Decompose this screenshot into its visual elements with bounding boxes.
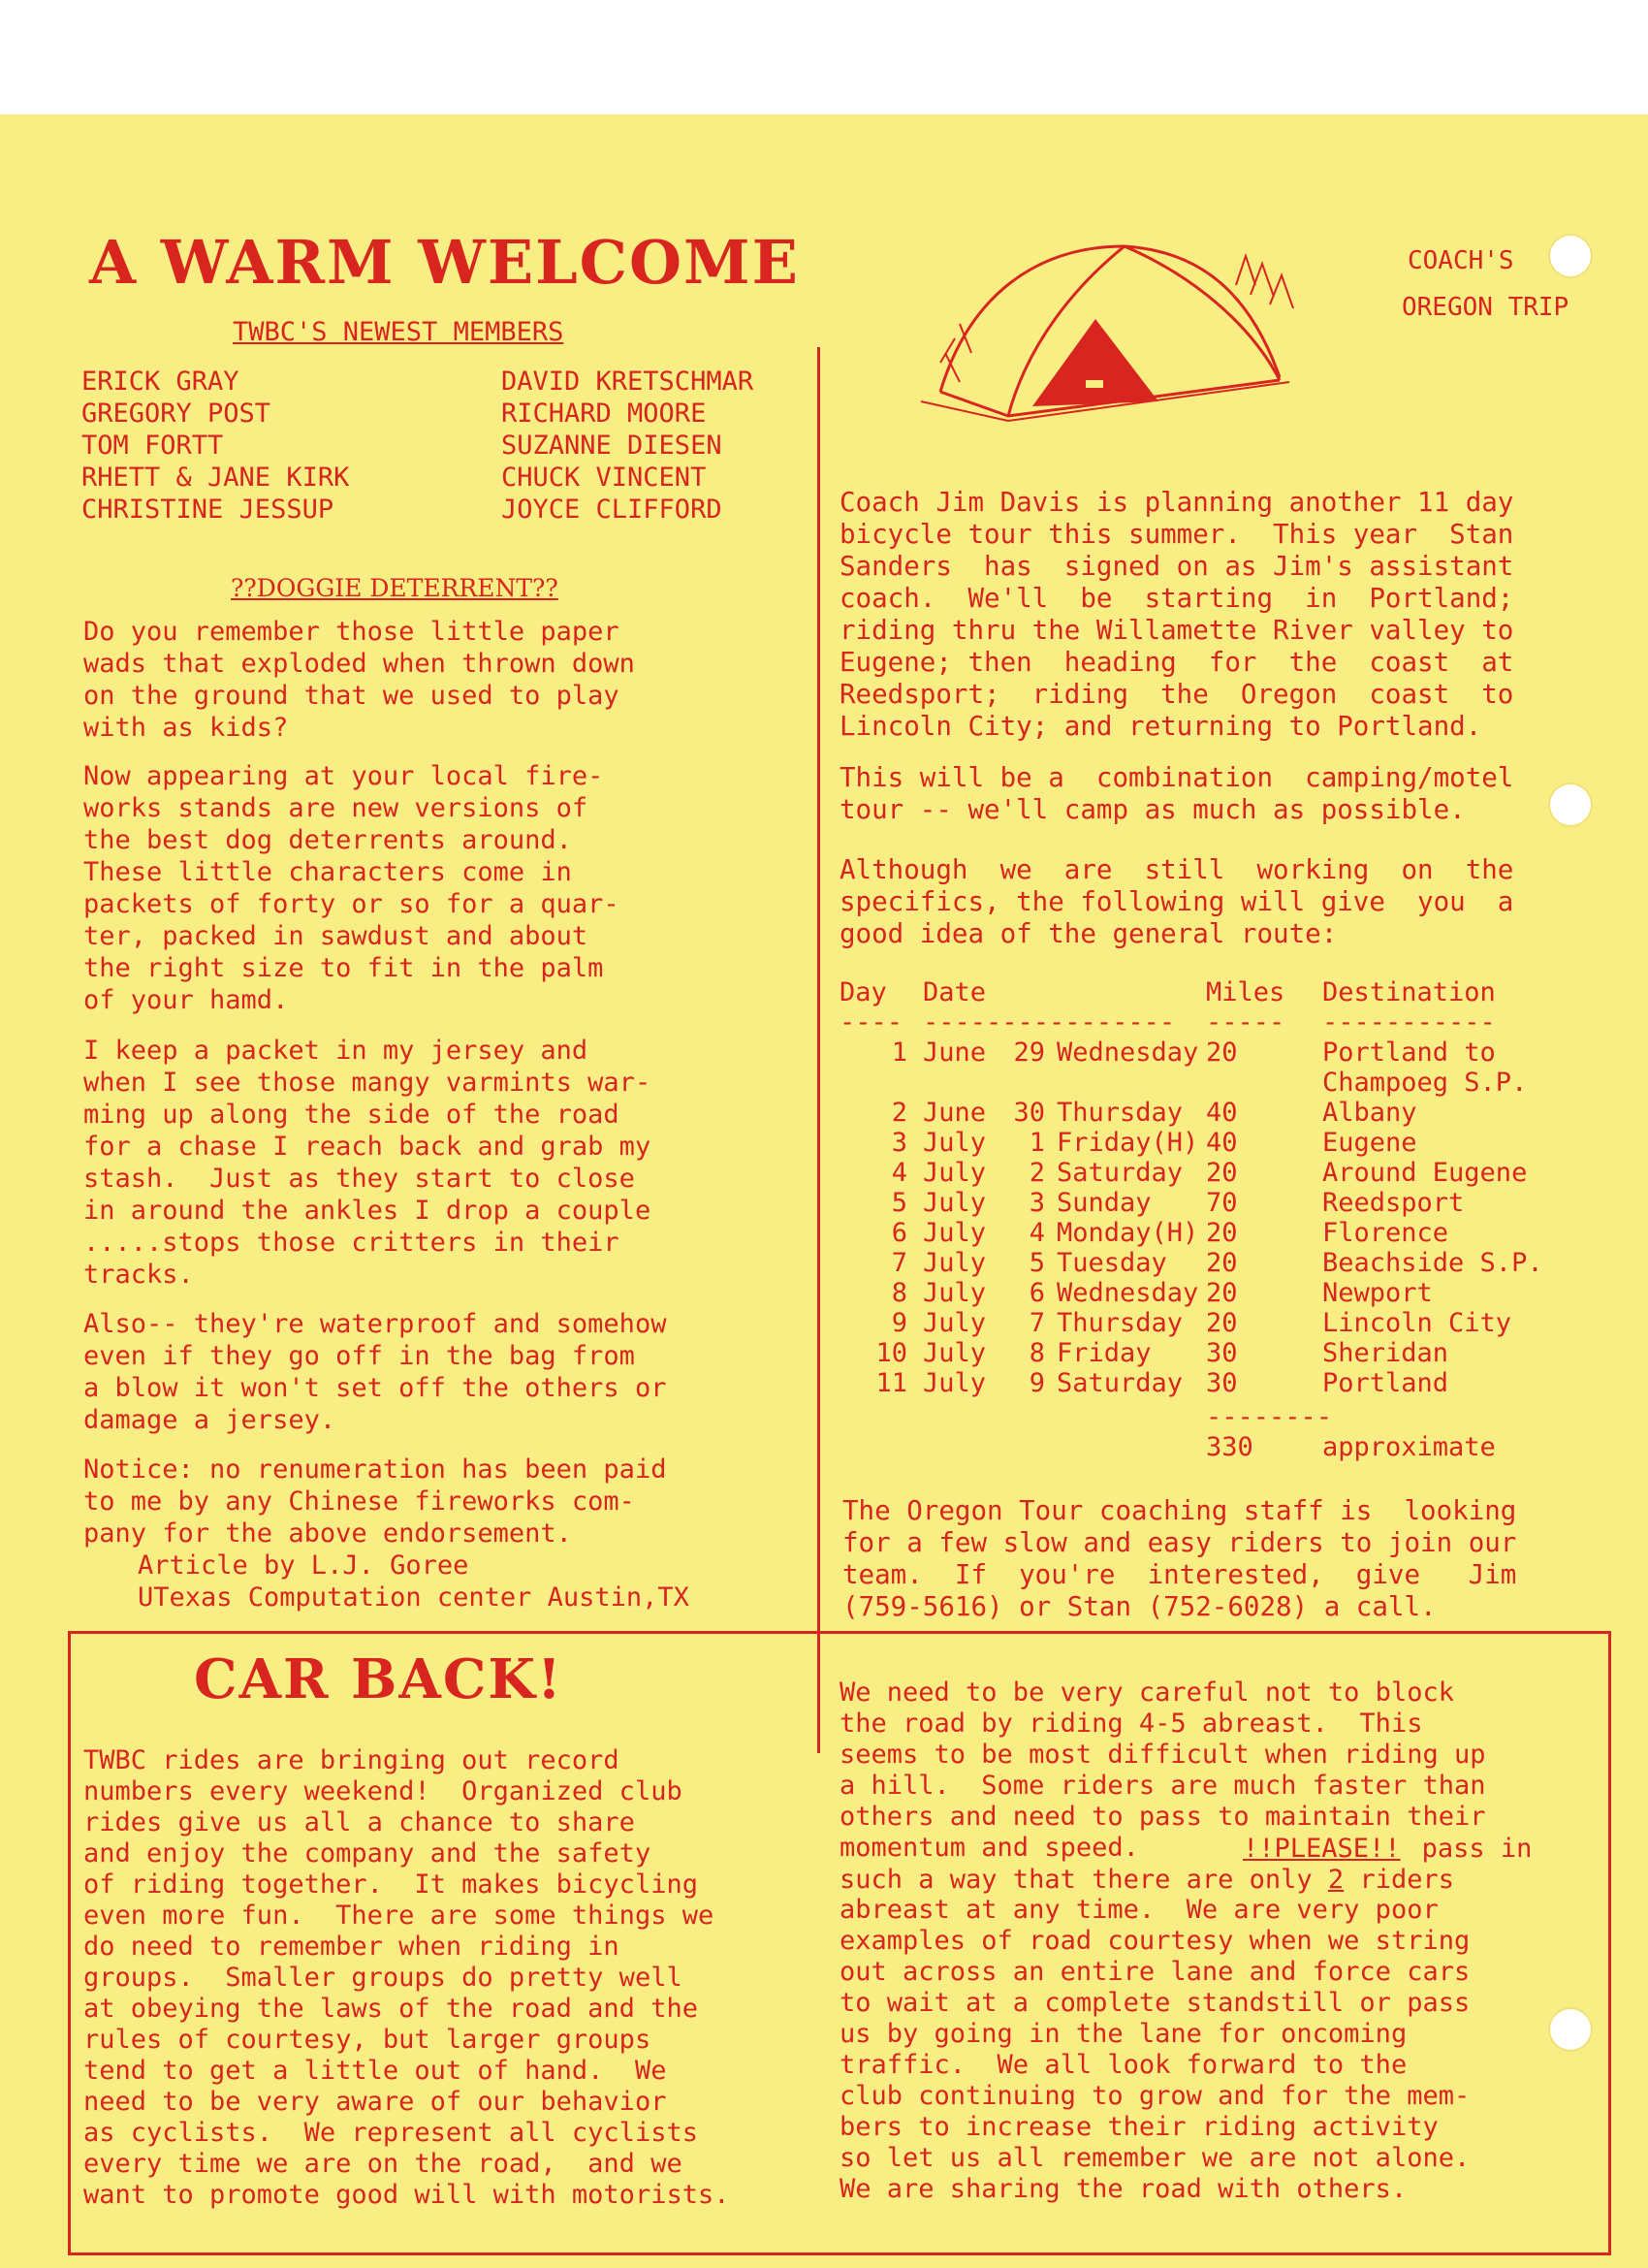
empty-cell [840,1398,923,1432]
route-row [840,1158,1543,1188]
text-line: Do you remember those little paper [83,617,619,647]
total-rule: -------- [1206,1402,1333,1432]
only-text: such a way that there are only [840,1865,1328,1895]
route-month: July [923,1248,987,1278]
header-miles: Miles [1206,977,1285,1007]
route-row [840,1128,1543,1158]
header-date: Date [923,977,987,1007]
text-line: in around the ankles I drop a couple [83,1196,651,1226]
text-line: UTexas Computation center Austin,TX [138,1582,689,1613]
riders-text: riders [1344,1865,1454,1895]
route-weekday: Friday [1057,1338,1152,1368]
member-name: CHRISTINE JESSUP [81,495,334,525]
route-table-rule [840,1007,1543,1038]
route-date: 6 [1029,1278,1045,1308]
route-day: 5 [891,1188,907,1218]
text-line: We are sharing the road with others. [840,2174,1408,2204]
total-miles: 330 [1206,1432,1253,1462]
route-date: 30 [1013,1098,1045,1128]
route-table-wrapper [840,977,1543,1462]
text-line: as cyclists. We represent all cyclists [83,2118,698,2148]
please-emphasis: !!PLEASE!! [1243,1834,1401,1864]
members-right-list [501,366,753,526]
route-destination-continued: Champoeg S.P. [1322,1068,1528,1098]
route-miles: 30 [1206,1338,1238,1368]
route-month: July [923,1278,987,1308]
route-weekday: Saturday [1057,1368,1184,1398]
route-day: 8 [891,1278,907,1308]
route-row-continued [840,1068,1543,1098]
doggie-paragraph-3 [83,1035,650,1291]
text-line: pany for the above endorsement. [83,1518,572,1549]
text-line: Sanders has signed on as Jim's assistant [840,551,1514,582]
route-month: July [923,1158,987,1188]
coach-paragraph-3 [840,854,1513,950]
route-weekday: Monday(H) [1057,1218,1199,1248]
text-line: of your hamd. [83,985,289,1015]
text-line: when I see those mangy varmints war- [83,1068,651,1098]
car-back-right-column [840,1677,1533,2204]
doggie-title: ??DOGGIE DETERRENT?? [231,574,558,602]
text-line: groups. Smaller groups do pretty well [83,1963,682,1993]
text-line: Also-- they're waterproof and somehow [83,1309,667,1339]
text-line: (759-5616) or Stan (752-6028) a call. [842,1591,1437,1622]
empty-cell [1006,1398,1057,1432]
text-line: club continuing to grow and for the mem- [840,2081,1471,2111]
route-miles: 20 [1206,1038,1238,1068]
empty-cell [1206,1068,1322,1098]
empty-cell [1057,1432,1206,1462]
route-destination: Lincoln City [1322,1308,1512,1338]
text-line: Eugene; then heading for the coast at [840,647,1514,678]
text-line: coach. We'll be starting in Portland; [840,583,1514,614]
two-emphasis: 2 [1327,1865,1345,1895]
text-line: wads that exploded when thrown down [83,649,635,679]
route-weekday: Wednesday [1057,1278,1199,1308]
route-day: 1 [891,1038,907,1068]
text-line: ming up along the side of the road [83,1100,619,1130]
route-destination: Reedsport [1322,1188,1465,1218]
text-line: This will be a combination camping/motel [840,762,1514,793]
text-line: tour -- we'll camp as much as possible. [840,794,1466,825]
text-line: of riding together. It makes bicycling [83,1869,698,1900]
only-two-line [840,1864,1454,1896]
route-miles: 20 [1206,1278,1238,1308]
route-day: 9 [891,1308,907,1338]
text-line: the road by riding 4-5 abreast. This [840,1709,1423,1739]
text-line: for a chase I reach back and grab my [83,1132,651,1162]
route-weekday: Tuesday [1057,1248,1167,1278]
newsletter-page [0,114,1648,2268]
text-line: team. If you're interested, give Jim [842,1559,1517,1590]
text-line: We need to be very careful not to block [840,1677,1454,1708]
text-line: Article by L.J. Goree [138,1550,469,1581]
text-line: good idea of the general route: [840,918,1338,949]
text-line: rides give us all a chance to share [83,1807,635,1837]
text-line: out across an entire lane and force cars [840,1957,1471,1987]
text-line: even if they go off in the bag from [83,1341,635,1371]
route-weekday: Sunday [1057,1188,1152,1218]
route-day: 11 [875,1368,907,1398]
route-weekday: Thursday [1057,1308,1184,1338]
text-line: momentum and speed. [840,1833,1139,1863]
member-name: CHUCK VINCENT [501,463,707,493]
car-back-left-column [83,1745,729,2211]
route-total-row [840,1432,1543,1462]
text-line: Lincoln City; and returning to Portland. [840,711,1482,742]
rule-day: ---- [840,1007,903,1038]
text-line: need to be very aware of our behavior [83,2087,667,2117]
coach-paragraph-1 [840,487,1513,743]
route-row [840,1188,1543,1218]
text-line: us by going in the lane for oncoming [840,2019,1408,2049]
text-line: bicycle tour this summer. This year Stan [840,519,1514,550]
empty-cell [923,1068,1006,1098]
member-name: GREGORY POST [81,399,271,429]
coach-title-line-1: COACH'S [1408,246,1514,275]
text-line: others and need to pass to maintain their [840,1802,1486,1832]
route-miles: 40 [1206,1128,1238,1158]
route-miles: 20 [1206,1308,1238,1338]
route-date: 9 [1029,1368,1045,1398]
text-line: traffic. We all look forward to the [840,2050,1408,2080]
members-left-list [81,366,349,526]
column-divider [817,347,820,1753]
route-date: 7 [1029,1308,1045,1338]
total-label: approximate [1322,1432,1496,1462]
route-row [840,1368,1543,1398]
text-line: riding thru the Willamette River valley to [840,615,1514,646]
route-date: 29 [1013,1038,1045,1068]
text-line: for a few slow and easy riders to join our [842,1527,1517,1558]
route-day: 3 [891,1128,907,1158]
members-subtitle: TWBC'S NEWEST MEMBERS [233,317,564,347]
route-destination: Newport [1322,1278,1433,1308]
route-weekday: Friday(H) [1057,1128,1199,1158]
route-month: July [923,1128,987,1158]
route-miles: 20 [1206,1158,1238,1188]
welcome-title: A WARM WELCOME [89,227,800,298]
text-line: do need to remember when riding in [83,1932,619,1962]
route-day: 6 [891,1218,907,1248]
route-miles: 70 [1206,1188,1238,1218]
text-line: .....stops those critters in their [83,1228,619,1258]
route-row [840,1338,1543,1368]
route-month: July [923,1188,987,1218]
empty-cell [923,1398,1006,1432]
coach-title-line-2: OREGON TRIP [1402,293,1569,322]
text-line: want to promote good will with motorists. [83,2180,730,2210]
route-table [840,977,1543,1462]
text-line: the best dog deterrents around. [83,825,572,855]
route-miles: 40 [1206,1098,1238,1128]
text-line: and enjoy the company and the safety [83,1838,651,1869]
route-day: 10 [875,1338,907,1368]
text-line: Notice: no renumeration has been paid [83,1454,667,1485]
tent-door [1032,319,1158,406]
text-line: the right size to fit in the palm [83,953,604,983]
member-name: RICHARD MOORE [501,399,707,429]
text-line: abreast at any time. We are very poor [840,1895,1439,1925]
text-line: These little characters come in [83,857,572,887]
text-line: The Oregon Tour coaching staff is looking [842,1495,1517,1526]
text-line: at obeying the laws of the road and the [83,1994,698,2024]
text-line: Now appearing at your local fire- [83,761,604,791]
route-destination: Sheridan [1322,1338,1449,1368]
route-destination: Eugene [1322,1128,1417,1158]
route-date: 2 [1029,1158,1045,1188]
route-row [840,1098,1543,1128]
text-line: Coach Jim Davis is planning another 11 day [840,487,1514,518]
text-line: tracks. [83,1260,194,1290]
empty-cell [1006,1432,1057,1462]
please-line [840,1833,1532,1865]
route-row [840,1248,1543,1278]
member-name: RHETT & JANE KIRK [81,463,350,493]
route-destination: Portland to [1322,1038,1496,1068]
text-line: I keep a packet in my jersey and [83,1036,588,1066]
route-destination: Albany [1322,1098,1417,1128]
empty-cell [840,1432,923,1462]
route-row [840,1218,1543,1248]
text-line: every time we are on the road, and we [83,2149,682,2179]
text-line: specifics, the following will give you a [840,886,1514,917]
tent-illustration [902,208,1328,431]
punch-hole-top [1548,234,1593,278]
member-name: JOYCE CLIFFORD [501,495,722,525]
text-line: ter, packed in sawdust and about [83,921,588,951]
empty-cell [1057,1068,1206,1098]
text-line: to wait at a complete standstill or pass [840,1988,1471,2018]
doggie-paragraph-4 [83,1308,666,1436]
route-day: 7 [891,1248,907,1278]
car-back-title: CAR BACK! [194,1647,563,1711]
member-name: DAVID KRETSCHMAR [501,367,754,397]
route-weekday: Wednesday [1057,1038,1199,1068]
route-miles: 20 [1206,1218,1238,1248]
pass-in-text: pass in [1421,1834,1533,1864]
route-weekday: Saturday [1057,1158,1184,1188]
text-line: bers to increase their riding activity [840,2112,1439,2142]
route-miles: 20 [1206,1248,1238,1278]
text-line: so let us all remember we are not alone. [840,2143,1471,2173]
member-name: SUZANNE DIESEN [501,431,722,461]
header-destination: Destination [1322,977,1496,1007]
rule-destination: ----------- [1322,1007,1496,1038]
route-destination: Florence [1322,1218,1449,1248]
route-month: July [923,1368,987,1398]
text-line: even more fun. There are some things we [83,1901,714,1931]
route-date: 5 [1029,1248,1045,1278]
text-line: with as kids? [83,713,289,743]
text-line: TWBC rides are bringing out record [83,1745,619,1775]
coach-paragraph-4 [842,1495,1516,1623]
route-miles: 30 [1206,1368,1238,1398]
route-row [840,1038,1543,1068]
route-day: 2 [891,1098,907,1128]
text-line: seems to be most difficult when riding up [840,1740,1486,1770]
route-destination: Around Eugene [1322,1158,1528,1188]
text-line: a blow it won't set off the others or [83,1373,667,1403]
empty-cell [923,1432,1006,1462]
route-date: 8 [1029,1338,1045,1368]
text-line: Although we are still working on the [840,854,1514,885]
doggie-paragraph-5 [83,1453,666,1549]
empty-cell [1006,1068,1057,1098]
route-table-header [840,977,1543,1007]
header-day: Day [840,977,887,1007]
rule-miles: ----- [1206,1007,1285,1038]
empty-cell [1057,1398,1206,1432]
rule-date: ---------------- [923,1007,1176,1038]
text-line: to me by any Chinese fireworks com- [83,1486,635,1517]
member-name: TOM FORTT [81,431,224,461]
text-line: works stands are new versions of [83,793,588,823]
route-date: 3 [1029,1188,1045,1218]
text-line: tend to get a little out of hand. We [83,2056,667,2086]
doggie-byline [138,1549,689,1613]
text-line: examples of road courtesy when we string [840,1926,1471,1956]
route-date: 1 [1029,1128,1045,1158]
route-month: June [923,1098,987,1128]
text-line: packets of forty or so for a quar- [83,889,619,919]
route-destination: Beachside S.P. [1322,1248,1543,1278]
text-line: a hill. Some riders are much faster than [840,1771,1486,1801]
doggie-paragraph-2 [83,760,619,1016]
route-weekday: Thursday [1057,1098,1184,1128]
route-month: July [923,1308,987,1338]
route-total-rule-row [840,1398,1543,1432]
punch-hole-middle [1548,783,1593,827]
text-line: damage a jersey. [83,1405,336,1435]
route-month: July [923,1218,987,1248]
route-row [840,1278,1543,1308]
member-name: ERICK GRAY [81,367,239,397]
route-month: July [923,1338,987,1368]
text-line: stash. Just as they start to close [83,1164,635,1194]
text-line: numbers every weekend! Organized club [83,1776,682,1806]
route-month: June [923,1038,987,1068]
text-line: Reedsport; riding the Oregon coast to [840,679,1514,710]
text-line: on the ground that we used to play [83,681,619,711]
route-row [840,1308,1543,1338]
doggie-paragraph-1 [83,616,635,744]
text-line: rules of courtesy, but larger groups [83,2025,651,2055]
route-date: 4 [1029,1218,1045,1248]
route-day: 4 [891,1158,907,1188]
route-destination: Portland [1322,1368,1449,1398]
empty-cell [840,1068,923,1098]
coach-paragraph-2 [840,762,1513,826]
